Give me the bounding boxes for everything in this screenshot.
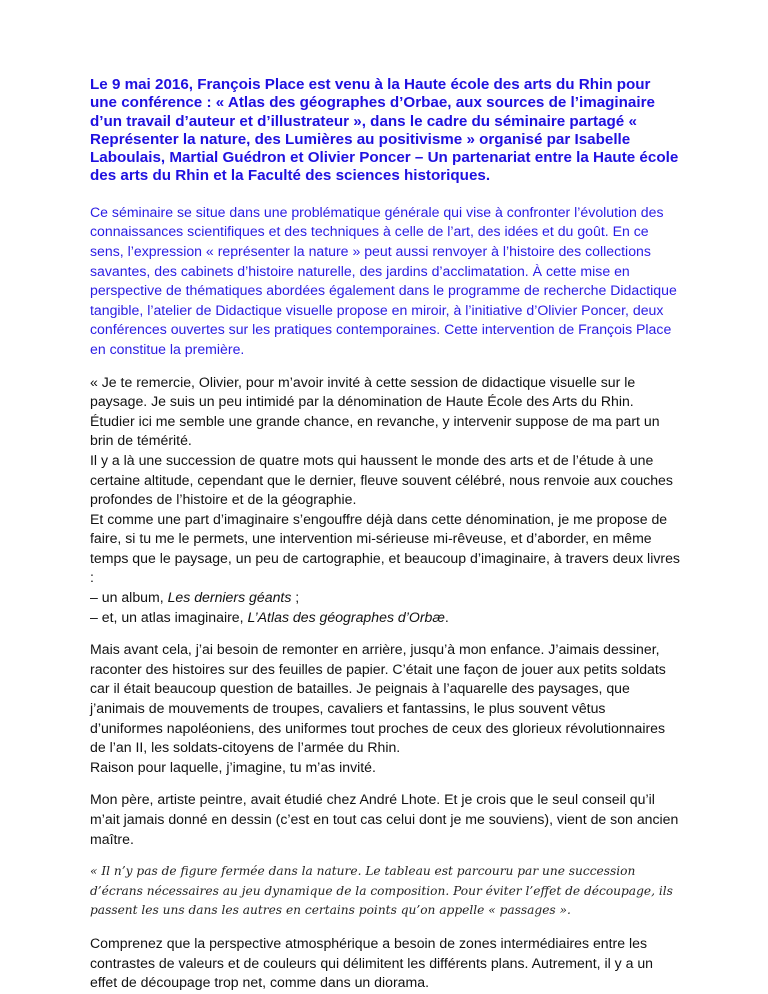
childhood-conclusion: Raison pour laquelle, j’imagine, tu m’as invité. [90, 758, 376, 775]
lhote-quote: « Il n’y pas de figure fermée dans la nature. Le tableau est parcouru par une succession d’écrans nécessaires au jeu dynamique de la composition. Pour éviter l’effet de découpage, ils passent les uns dans les autres en certains points qu’on appelle « passages ». [90, 864, 673, 918]
event-heading: Le 9 mai 2016, François Place est venu à la Haute école des arts du Rhin pour une conférence : « Atlas des géographes d’Orbae, aux sources de l’imaginaire d’un travail d’auteur et d’illustrateur », dans le cadre du séminaire partagé « Représenter la nature, des Lumières au positivisme » organisé par Isabelle Laboulais, Martial Guédron et Olivier Poncer – Un partenariat entre la Haute école des arts du Rhin et la Faculté des sciences historiques. [90, 76, 679, 185]
childhood-text: Mais avant cela, j’ai besoin de remonter en arrière, jusqu’à mon enfance. J’aimais dessiner, raconter des histoires sur des feuilles de papier. C’était une façon de jouer aux petits soldats car il était beaucoup question de batailles. Je peignais à l’aquarelle des paysages, que j’animais de mouvements de troupes, cavaliers et fantassins, le plus souvent vêtus d’uniformes napoléoniens, des uniformes tout proches de ceux des glorieux révolutionnaires de l’an II, les soldats-citoyens de l’armée du Rhin. [90, 641, 666, 756]
book-title-atlas-orbae: L’Atlas des géographes d’Orbæ [247, 608, 445, 625]
speech-paragraph-2 [90, 640, 680, 777]
speech-line-four-words: Il y a là une succession de quatre mots qui haussent le monde des arts et de l’étude à une certaine altitude, cependant que le dernier, fleuve souvent célébré, nous renvoie aux couches profondes de l’histoire et de la géographie. [90, 451, 673, 508]
seminar-intro: Ce séminaire se situe dans une problématique générale qui vise à confronter l’évolution des connaissances scientifiques et des techniques à celle de l’art, des idées et du goût. En ce sens, l’expression « représenter la nature » peut aussi renvoyer à l’histoire des collections savantes, des cabinets d’histoire naturelle, des jardins d’acclimatation. À cette mise en perspective de thématiques abordées également dans le programme de recherche Didactique tangible, l’atelier de Didactique visuelle propose en miroir, à l’initiative d’Olivier Poncer, deux conférences ouvertes sur les pratiques contemporaines. Cette intervention de François Place en constitue la première. [90, 203, 677, 357]
speech-line-imaginary: Et comme une part d’imaginaire s’engouffre déjà dans cette dénomination, je me propose de faire, si tu me le permets, une intervention mi-sérieuse mi-rêveuse, et d’aborder, en même temps que le paysage, un peu de cartographie, et beaucoup d’imaginaire, à travers deux livres : [90, 510, 680, 586]
speech-paragraph-4: Comprenez que la perspective atmosphérique a besoin de zones intermédiaires entre les contrastes de valeurs et de couleurs qui délimitent les différents plans. Autrement, il y a un effet de découpage trop net, comme dans un diorama. [90, 934, 654, 991]
book-list-item-1: – un album, Les derniers géants ; [90, 589, 300, 606]
speech-line-thanks: « Je te remercie, Olivier, pour m’avoir invité à cette session de didactique visuelle sur le paysage. Je suis un peu intimidé par la dénomination de Haute École des Arts du Rhin. Étudier ici me semble une grande chance, en revanche, y intervenir suppose de ma part un brin de témérité. [90, 373, 660, 449]
book-title-derniers-geants: Les derniers géants [167, 589, 292, 606]
speech-paragraph-1 [90, 373, 680, 628]
book-list-item-2: – et, un atlas imaginaire, L’Atlas des géographes d’Orbæ. [90, 608, 449, 625]
speech-paragraph-3: Mon père, artiste peintre, avait étudié chez André Lhote. Et je crois que le seul conseil qu’il m’ait jamais donné en dessin (c’est en tout cas celui dont je me souviens), vient de son ancien maître. [90, 791, 679, 847]
